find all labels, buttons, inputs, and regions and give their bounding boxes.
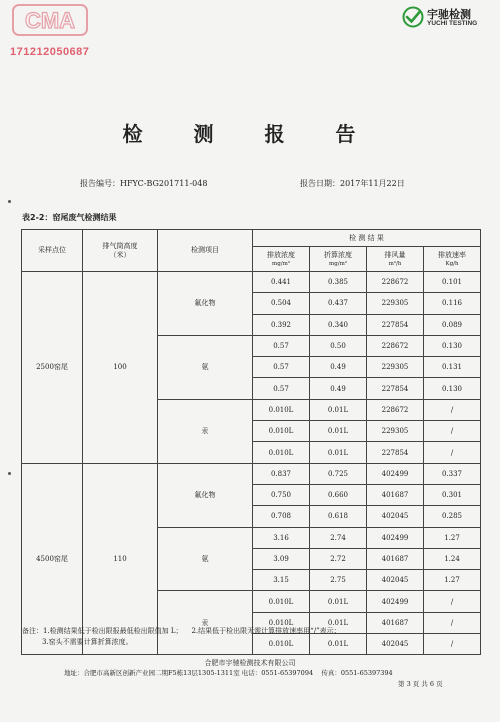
cell-value: 1.27 (424, 527, 481, 548)
punch-hole (8, 472, 11, 475)
cell-value: 402499 (367, 591, 424, 612)
cell-value: 2.75 (310, 570, 367, 591)
cell-value: 1.27 (424, 570, 481, 591)
cell-value: 0.392 (253, 314, 310, 335)
cma-certificate-number: 171212050687 (10, 46, 90, 58)
footer-contact (64, 668, 393, 677)
brand-name-en: YUCHI TESTING (427, 20, 478, 27)
cell-value: 0.441 (253, 272, 310, 293)
cell-value: / (424, 591, 481, 612)
cell-value: 0.301 (424, 484, 481, 505)
cell-value: 0.010L (253, 591, 310, 612)
cell-value: 0.750 (253, 484, 310, 505)
punch-hole (8, 200, 11, 203)
footer-company: 合肥市宇驰检测技术有限公司 (204, 659, 296, 667)
cell-value: 0.010L (253, 634, 310, 655)
cell-value: 0.01L (310, 442, 367, 463)
cell-item: 氨 (158, 335, 253, 399)
cell-value: 401687 (367, 548, 424, 569)
cell-value: 229305 (367, 357, 424, 378)
cell-value: 0.01L (310, 399, 367, 420)
cell-value: 0.340 (310, 314, 367, 335)
cell-value: 0.285 (424, 506, 481, 527)
brand-name-cn: 宇驰检测 (427, 8, 471, 21)
cell-value: 402045 (367, 634, 424, 655)
cell-value: 0.010L (253, 612, 310, 633)
cell-value: 1.24 (424, 548, 481, 569)
header-emission-rate: 排放速率 Kg/h (424, 247, 481, 272)
cell-value: 0.337 (424, 463, 481, 484)
cell-value: 0.49 (310, 357, 367, 378)
cell-value: 228672 (367, 399, 424, 420)
cell-value: 0.57 (253, 357, 310, 378)
cell-value: 2.72 (310, 548, 367, 569)
header-item: 检测项目 (158, 230, 253, 272)
header-emission-concentration: 排放浓度 mg/m³ (253, 247, 310, 272)
cell-value: 228672 (367, 335, 424, 356)
report-number: 报告编号：HFYC-BG201711-048 (80, 179, 208, 188)
cell-value: 0.57 (253, 378, 310, 399)
cell-value: / (424, 634, 481, 655)
cell-value: 3.15 (253, 570, 310, 591)
report-title: 检 测 报 告 (122, 122, 378, 146)
note-2: 2.结果低于检出限无需计算排放速率用“/”表示； (191, 627, 341, 635)
cell-item: 汞 (158, 591, 253, 655)
cell-value: 0.01L (310, 591, 367, 612)
cell-height: 110 (83, 463, 158, 655)
page-number: 第 3 页 共 6 页 (398, 680, 443, 688)
cell-value: 402499 (367, 463, 424, 484)
svg-text:CMA: CMA (24, 8, 76, 33)
cell-value: 0.130 (424, 378, 481, 399)
cell-value: 401687 (367, 612, 424, 633)
table-title: 表2-2：窑尾废气检测结果 (22, 213, 117, 222)
cell-value: 0.385 (310, 272, 367, 293)
table-row (22, 463, 481, 484)
header-height-label: 排气筒高度 (102, 242, 138, 251)
cell-value: 0.131 (424, 357, 481, 378)
cell-value: 0.010L (253, 399, 310, 420)
yuchi-logo (402, 4, 498, 32)
cell-item: 氟化物 (158, 272, 253, 336)
cell-site: 2500窑尾 (22, 272, 83, 464)
cell-value: 0.49 (310, 378, 367, 399)
table-row (22, 272, 481, 293)
cell-value: 0.57 (253, 335, 310, 356)
yuchi-check-icon (402, 6, 424, 28)
note-1: 备注：1.检测结果低于检出限报最低检出限值加 L； (22, 627, 183, 635)
cell-item: 氟化物 (158, 463, 253, 527)
header-site: 采样点位 (22, 230, 83, 272)
cell-value: / (424, 421, 481, 442)
cell-value: 0.010L (253, 421, 310, 442)
table-notes (22, 626, 482, 648)
cell-value: 0.708 (253, 506, 310, 527)
cell-value: 0.618 (310, 506, 367, 527)
cell-value: 227854 (367, 314, 424, 335)
cell-value: 229305 (367, 293, 424, 314)
cell-value: 0.089 (424, 314, 481, 335)
cell-value: 228672 (367, 272, 424, 293)
cell-site: 4500窑尾 (22, 463, 83, 655)
cell-value: 0.50 (310, 335, 367, 356)
cell-value: 0.660 (310, 484, 367, 505)
cell-value: 2.74 (310, 527, 367, 548)
cell-value: 402045 (367, 506, 424, 527)
header-results: 检 测 结 果 (253, 230, 481, 247)
cell-value: 0.101 (424, 272, 481, 293)
cell-value: 0.116 (424, 293, 481, 314)
header-converted-concentration: 折算浓度 mg/m³ (310, 247, 367, 272)
cell-value: / (424, 442, 481, 463)
cell-value: 0.437 (310, 293, 367, 314)
header-air-volume: 排风量 m³/h (367, 247, 424, 272)
cell-value: 402499 (367, 527, 424, 548)
cell-value: 0.725 (310, 463, 367, 484)
cell-value: 3.09 (253, 548, 310, 569)
cell-value: / (424, 612, 481, 633)
results-table (21, 229, 481, 655)
note-3: 3.窑头不需要计算折算浓度。 (42, 638, 133, 646)
footer-fax: 传真：0551-65397394 (321, 669, 393, 677)
cell-value: 0.837 (253, 463, 310, 484)
cell-item: 氨 (158, 527, 253, 591)
cell-value: 0.504 (253, 293, 310, 314)
cell-value: 0.130 (424, 335, 481, 356)
cell-value: 227854 (367, 442, 424, 463)
report-date: 报告日期：2017年11月22日 (300, 179, 405, 188)
cell-value: 402045 (367, 570, 424, 591)
footer-address: 地址：合肥市高新区创新产业园二期F5栋13层1305-1311室 电话：0551-65397094 (64, 669, 314, 677)
header-height (83, 230, 158, 272)
cell-value: 227854 (367, 378, 424, 399)
cell-value: 0.01L (310, 634, 367, 655)
cell-value: 3.16 (253, 527, 310, 548)
cma-stamp-logo (10, 2, 90, 38)
cell-item: 汞 (158, 399, 253, 463)
cell-value: 229305 (367, 421, 424, 442)
cell-value: 0.01L (310, 421, 367, 442)
cell-value: 0.01L (310, 612, 367, 633)
cell-value: 0.010L (253, 442, 310, 463)
cell-height: 100 (83, 272, 158, 464)
header-height-unit: （米） (109, 250, 131, 259)
cell-value: 401687 (367, 484, 424, 505)
cell-value: / (424, 399, 481, 420)
